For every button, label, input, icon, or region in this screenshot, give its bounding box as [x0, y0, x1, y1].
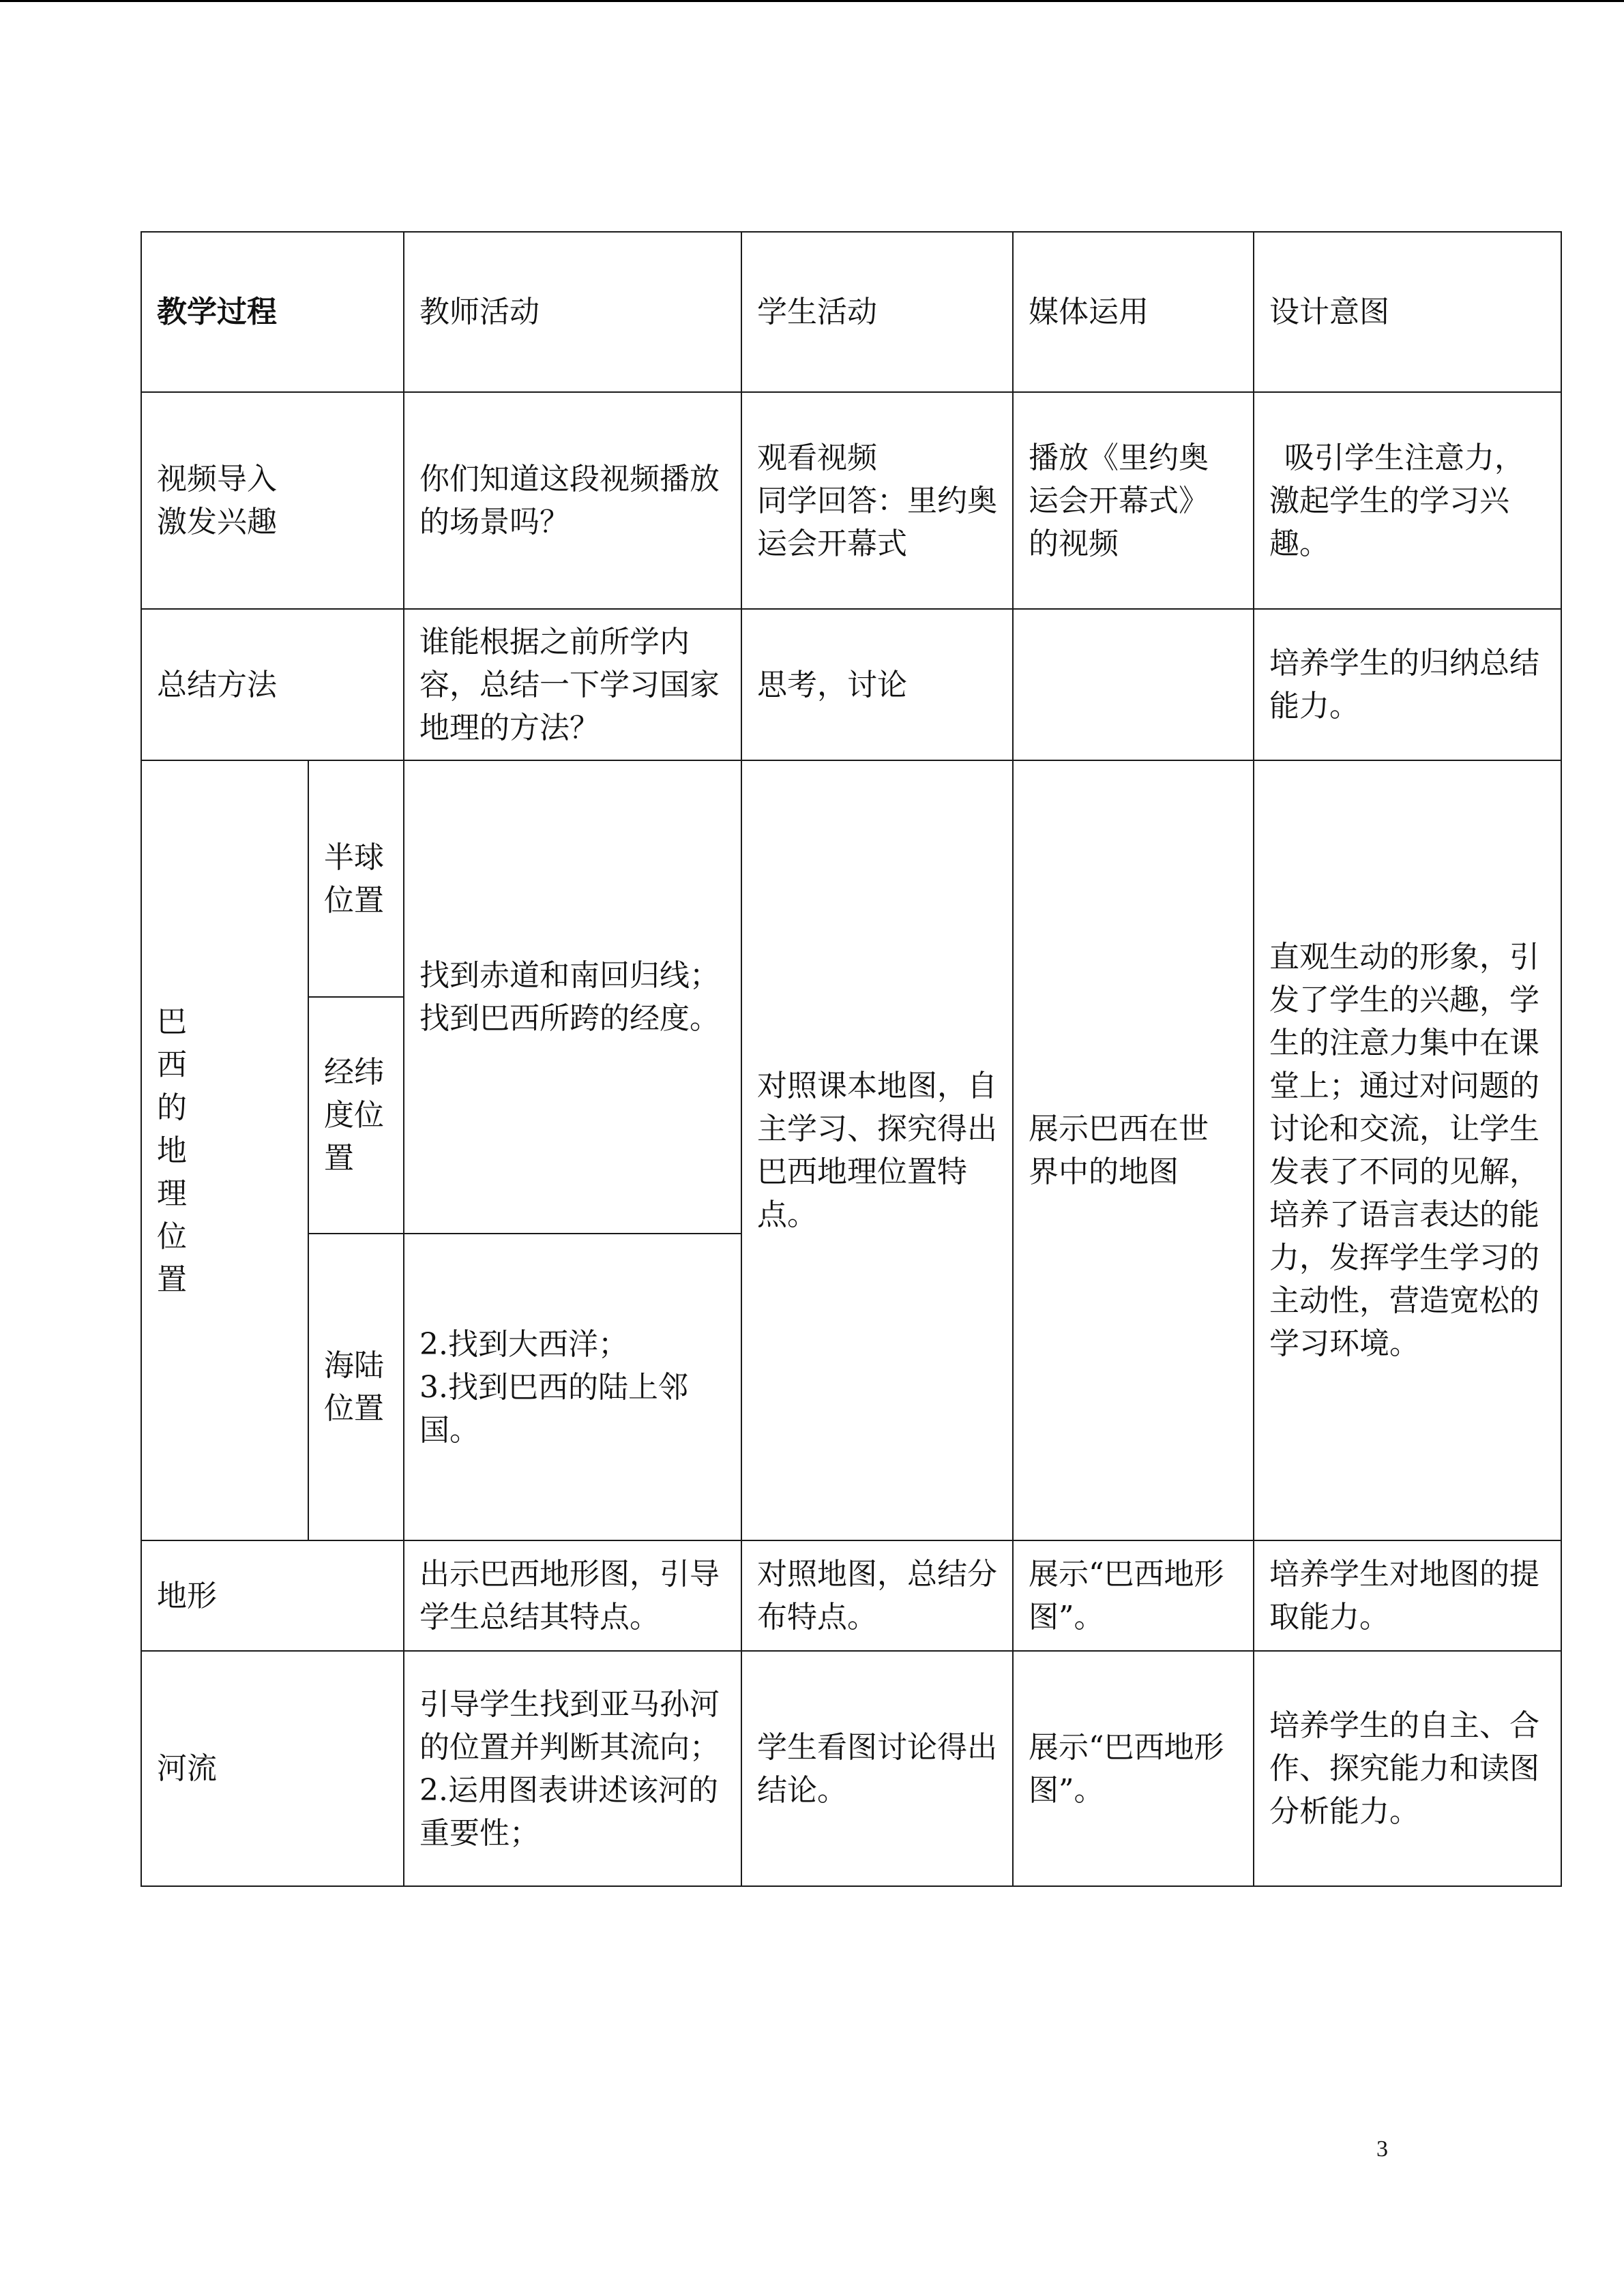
teacher-hemisphere-latlon: 找到赤道和南回归线； 找到巴西所跨的经度。 [404, 760, 741, 1234]
media-terrain: 展示“巴西地形图”。 [1013, 1540, 1254, 1651]
teacher-sealand-location: 2.找到大西洋； 3.找到巴西的陆上邻国。 [404, 1234, 741, 1540]
student-video-intro: 观看视频 同学回答：里约奥运会开幕式 [741, 392, 1013, 609]
intent-terrain: 培养学生对地图的提取能力。 [1254, 1540, 1561, 1651]
student-summary-method: 思考，讨论 [741, 609, 1013, 760]
sub-hemisphere-location: 半球位置 [308, 760, 404, 997]
intent-video-intro: 吸引学生注意力，激起学生的学习兴趣。 [1254, 392, 1561, 609]
intent-brazil-location: 直观生动的形象，引发了学生的兴趣，学生的注意力集中在课堂上；通过对问题的讨论和交流，让学生发表了不同的见解，培养了语言表达的能力，发挥学生学习的主动性，营造宽松的学习环境。 [1254, 760, 1561, 1540]
intent-summary-method: 培养学生的归纳总结能力。 [1254, 609, 1561, 760]
teacher-video-intro: 你们知道这段视频播放的场景吗？ [404, 392, 741, 609]
student-brazil-location: 对照课本地图，自主学习、探究得出巴西地理位置特点。 [741, 760, 1013, 1540]
top-border-line [0, 0, 1624, 2]
teacher-river: 引导学生找到亚马孙河的位置并判断其流向； 2.运用图表讲述该河的重要性； [404, 1651, 741, 1886]
student-terrain: 对照地图，总结分布特点。 [741, 1540, 1013, 1651]
row-summary-method [141, 609, 1561, 760]
media-summary-method [1013, 609, 1254, 760]
student-river: 学生看图讨论得出结论。 [741, 1651, 1013, 1886]
header-design-intent: 设计意图 [1254, 232, 1561, 392]
intent-river: 培养学生的自主、合作、探究能力和读图分析能力。 [1254, 1651, 1561, 1886]
page-number: 3 [1376, 2136, 1388, 2162]
process-summary-method: 总结方法 [141, 609, 404, 760]
process-terrain: 地形 [141, 1540, 404, 1651]
sub-sealand-location: 海陆位置 [308, 1234, 404, 1540]
process-brazil-location: 巴 西 的 地 理 位 置 [141, 760, 308, 1540]
sub-latlon-location: 经纬度位置 [308, 997, 404, 1234]
row-terrain [141, 1540, 1561, 1651]
header-row [141, 232, 1561, 392]
row-video-intro [141, 392, 1561, 609]
media-river: 展示“巴西地形图”。 [1013, 1651, 1254, 1886]
header-teacher-activity: 教师活动 [404, 232, 741, 392]
process-video-intro: 视频导入 激发兴趣 [141, 392, 404, 609]
process-river: 河流 [141, 1651, 404, 1886]
row-river [141, 1651, 1561, 1886]
teacher-summary-method: 谁能根据之前所学内容，总结一下学习国家地理的方法？ [404, 609, 741, 760]
lesson-plan-table [141, 231, 1562, 1887]
header-process: 教学过程 [141, 232, 404, 392]
header-student-activity: 学生活动 [741, 232, 1013, 392]
row-hemisphere-location [141, 760, 1561, 997]
media-video-intro: 播放《里约奥运会开幕式》的视频 [1013, 392, 1254, 609]
media-brazil-location: 展示巴西在世界中的地图 [1013, 760, 1254, 1540]
header-media-use: 媒体运用 [1013, 232, 1254, 392]
teacher-terrain: 出示巴西地形图，引导学生总结其特点。 [404, 1540, 741, 1651]
